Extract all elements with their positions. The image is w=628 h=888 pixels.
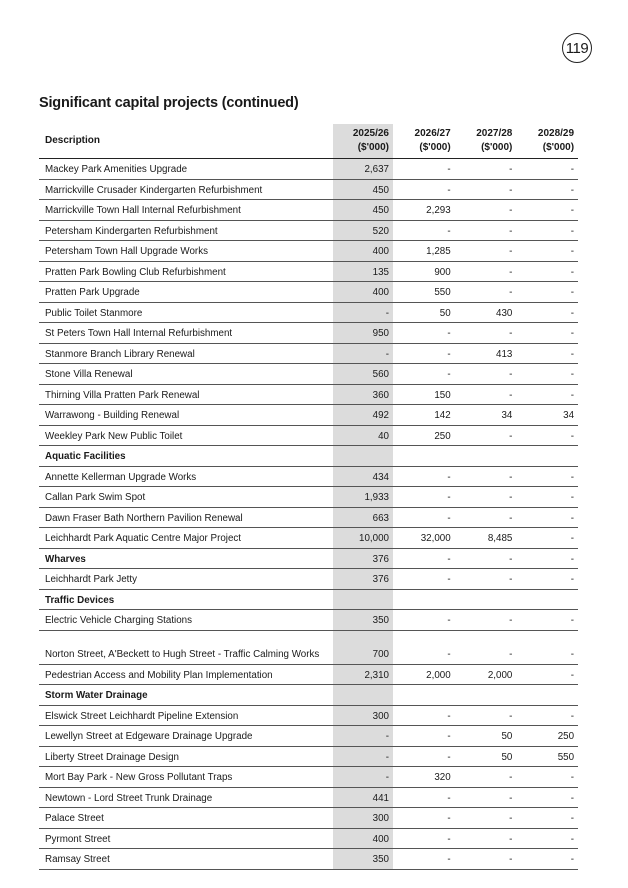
- table-row: [39, 610, 578, 631]
- column-header-description: Description: [39, 124, 333, 159]
- value-cell-year-2: -: [393, 828, 455, 849]
- value-cell-year-1: 376: [333, 569, 393, 590]
- table-row: [39, 746, 578, 767]
- value-cell-year-4: -: [516, 528, 578, 549]
- value-cell-year-2: [393, 685, 455, 706]
- project-description: Callan Park Swim Spot: [39, 487, 333, 508]
- section-title: Aquatic Facilities: [39, 446, 333, 467]
- value-cell-year-3: -: [455, 466, 517, 487]
- table-row: [39, 487, 578, 508]
- table-row: [39, 767, 578, 788]
- project-description: St Peters Town Hall Internal Refurbishment: [39, 323, 333, 344]
- section-header-row: [39, 685, 578, 706]
- column-header-unit: ($'000): [419, 142, 451, 153]
- capital-projects-table: [39, 124, 578, 870]
- value-cell-year-1: 300: [333, 808, 393, 829]
- value-cell-year-2: -: [393, 466, 455, 487]
- value-cell-year-4: -: [516, 282, 578, 303]
- value-cell-year-3: -: [455, 220, 517, 241]
- table-header-row: [39, 124, 578, 159]
- project-description: Petersham Town Hall Upgrade Works: [39, 241, 333, 262]
- value-cell-year-4: -: [516, 323, 578, 344]
- table-row: [39, 726, 578, 747]
- value-cell-year-2: 50: [393, 302, 455, 323]
- page-title: Significant capital projects (continued): [39, 95, 299, 111]
- value-cell-year-1: 135: [333, 261, 393, 282]
- value-cell-year-4: -: [516, 343, 578, 364]
- value-cell-year-4: -: [516, 179, 578, 200]
- value-cell-year-1: -: [333, 746, 393, 767]
- project-description: Pyrmont Street: [39, 828, 333, 849]
- project-description: Leichhardt Park Aquatic Centre Major Project: [39, 528, 333, 549]
- value-cell-year-1: [333, 589, 393, 610]
- section-title: Wharves: [39, 548, 333, 569]
- value-cell-year-1: 450: [333, 179, 393, 200]
- value-cell-year-3: 50: [455, 746, 517, 767]
- value-cell-year-1: 40: [333, 425, 393, 446]
- value-cell-year-2: -: [393, 610, 455, 631]
- value-cell-year-3: -: [455, 200, 517, 221]
- project-description: Stanmore Branch Library Renewal: [39, 343, 333, 364]
- project-description: Pedestrian Access and Mobility Plan Implementation: [39, 664, 333, 685]
- value-cell-year-3: -: [455, 159, 517, 180]
- project-description: Pratten Park Bowling Club Refurbishment: [39, 261, 333, 282]
- table-row: [39, 808, 578, 829]
- value-cell-year-1: 450: [333, 200, 393, 221]
- value-cell-year-3: -: [455, 569, 517, 590]
- value-cell-year-2: -: [393, 630, 455, 664]
- page-number: 119: [562, 33, 592, 63]
- column-header-year: 2025/26: [352, 128, 389, 139]
- value-cell-year-1: -: [333, 302, 393, 323]
- column-header-2028-29: [516, 124, 578, 159]
- value-cell-year-1: 2,310: [333, 664, 393, 685]
- project-description: Mort Bay Park - New Gross Pollutant Traps: [39, 767, 333, 788]
- value-cell-year-4: [516, 685, 578, 706]
- value-cell-year-3: -: [455, 828, 517, 849]
- value-cell-year-2: 2,000: [393, 664, 455, 685]
- section-header-row: [39, 548, 578, 569]
- value-cell-year-3: [455, 446, 517, 467]
- project-description: Palace Street: [39, 808, 333, 829]
- project-description: Electric Vehicle Charging Stations: [39, 610, 333, 631]
- project-description: Marrickville Crusader Kindergarten Refurbishment: [39, 179, 333, 200]
- value-cell-year-3: -: [455, 384, 517, 405]
- value-cell-year-1: 350: [333, 610, 393, 631]
- value-cell-year-1: 400: [333, 282, 393, 303]
- value-cell-year-4: [516, 446, 578, 467]
- value-cell-year-4: -: [516, 808, 578, 829]
- column-header-year: 2026/27: [414, 128, 451, 139]
- value-cell-year-4: -: [516, 630, 578, 664]
- value-cell-year-3: -: [455, 364, 517, 385]
- table-row: [39, 787, 578, 808]
- value-cell-year-4: -: [516, 159, 578, 180]
- value-cell-year-2: 900: [393, 261, 455, 282]
- value-cell-year-4: -: [516, 200, 578, 221]
- section-header-row: [39, 589, 578, 610]
- value-cell-year-1: 376: [333, 548, 393, 569]
- value-cell-year-3: [455, 685, 517, 706]
- value-cell-year-2: -: [393, 548, 455, 569]
- table-row: [39, 323, 578, 344]
- value-cell-year-3: -: [455, 630, 517, 664]
- value-cell-year-2: 150: [393, 384, 455, 405]
- value-cell-year-2: 250: [393, 425, 455, 446]
- value-cell-year-3: 8,485: [455, 528, 517, 549]
- value-cell-year-3: -: [455, 610, 517, 631]
- value-cell-year-2: -: [393, 569, 455, 590]
- project-description: Petersham Kindergarten Refurbishment: [39, 220, 333, 241]
- value-cell-year-2: -: [393, 220, 455, 241]
- value-cell-year-2: -: [393, 705, 455, 726]
- table-row: [39, 466, 578, 487]
- value-cell-year-4: -: [516, 425, 578, 446]
- project-description: Thirning Villa Pratten Park Renewal: [39, 384, 333, 405]
- value-cell-year-1: 560: [333, 364, 393, 385]
- column-header-2027-28: [455, 124, 517, 159]
- value-cell-year-1: 663: [333, 507, 393, 528]
- value-cell-year-2: -: [393, 726, 455, 747]
- table-row: [39, 630, 578, 664]
- value-cell-year-2: -: [393, 364, 455, 385]
- project-description: Weekley Park New Public Toilet: [39, 425, 333, 446]
- table-row: [39, 343, 578, 364]
- table-row: [39, 705, 578, 726]
- value-cell-year-4: 34: [516, 405, 578, 426]
- table-row: [39, 179, 578, 200]
- value-cell-year-1: 950: [333, 323, 393, 344]
- value-cell-year-2: -: [393, 746, 455, 767]
- table-row: [39, 528, 578, 549]
- value-cell-year-2: [393, 589, 455, 610]
- project-description: Marrickville Town Hall Internal Refurbishment: [39, 200, 333, 221]
- value-cell-year-3: -: [455, 787, 517, 808]
- value-cell-year-1: -: [333, 343, 393, 364]
- value-cell-year-4: [516, 589, 578, 610]
- value-cell-year-2: -: [393, 323, 455, 344]
- value-cell-year-4: -: [516, 220, 578, 241]
- value-cell-year-2: 32,000: [393, 528, 455, 549]
- project-description: Leichhardt Park Jetty: [39, 569, 333, 590]
- value-cell-year-3: -: [455, 808, 517, 829]
- value-cell-year-4: -: [516, 261, 578, 282]
- value-cell-year-2: -: [393, 808, 455, 829]
- column-header-unit: ($'000): [481, 142, 513, 153]
- value-cell-year-1: 360: [333, 384, 393, 405]
- value-cell-year-4: -: [516, 487, 578, 508]
- value-cell-year-3: 430: [455, 302, 517, 323]
- table-row: [39, 849, 578, 870]
- project-description: Elswick Street Leichhardt Pipeline Extension: [39, 705, 333, 726]
- value-cell-year-4: 250: [516, 726, 578, 747]
- table-row: [39, 159, 578, 180]
- column-header-year: 2027/28: [476, 128, 513, 139]
- table-row: [39, 425, 578, 446]
- column-header-year: 2028/29: [537, 128, 575, 139]
- column-header-unit: ($'000): [542, 142, 575, 153]
- value-cell-year-1: 10,000: [333, 528, 393, 549]
- table-row: [39, 364, 578, 385]
- column-header-2025-26: [333, 124, 393, 159]
- value-cell-year-3: [455, 589, 517, 610]
- value-cell-year-2: -: [393, 343, 455, 364]
- value-cell-year-1: 1,933: [333, 487, 393, 508]
- value-cell-year-4: 550: [516, 746, 578, 767]
- table-row: [39, 569, 578, 590]
- value-cell-year-3: -: [455, 179, 517, 200]
- table-row: [39, 302, 578, 323]
- value-cell-year-1: 2,637: [333, 159, 393, 180]
- project-description: Dawn Fraser Bath Northern Pavilion Renewal: [39, 507, 333, 528]
- section-title: Storm Water Drainage: [39, 685, 333, 706]
- value-cell-year-2: [393, 446, 455, 467]
- project-description: Norton Street, A'Beckett to Hugh Street - Traffic Calming Works: [39, 630, 333, 664]
- value-cell-year-3: -: [455, 425, 517, 446]
- value-cell-year-2: 1,285: [393, 241, 455, 262]
- value-cell-year-4: -: [516, 548, 578, 569]
- value-cell-year-1: 300: [333, 705, 393, 726]
- table-row: [39, 282, 578, 303]
- value-cell-year-3: -: [455, 261, 517, 282]
- value-cell-year-2: -: [393, 507, 455, 528]
- value-cell-year-4: -: [516, 664, 578, 685]
- section-title: Traffic Devices: [39, 589, 333, 610]
- value-cell-year-3: -: [455, 282, 517, 303]
- value-cell-year-4: -: [516, 466, 578, 487]
- value-cell-year-3: -: [455, 548, 517, 569]
- value-cell-year-4: -: [516, 828, 578, 849]
- table-row: [39, 220, 578, 241]
- value-cell-year-2: -: [393, 159, 455, 180]
- value-cell-year-2: 142: [393, 405, 455, 426]
- value-cell-year-1: 441: [333, 787, 393, 808]
- table-row: [39, 384, 578, 405]
- value-cell-year-2: -: [393, 849, 455, 870]
- project-description: Ramsay Street: [39, 849, 333, 870]
- value-cell-year-1: -: [333, 726, 393, 747]
- value-cell-year-2: -: [393, 787, 455, 808]
- value-cell-year-3: 50: [455, 726, 517, 747]
- table-row: [39, 828, 578, 849]
- value-cell-year-4: -: [516, 787, 578, 808]
- value-cell-year-1: 520: [333, 220, 393, 241]
- value-cell-year-3: -: [455, 241, 517, 262]
- value-cell-year-2: 2,293: [393, 200, 455, 221]
- table-row: [39, 261, 578, 282]
- project-description: Annette Kellerman Upgrade Works: [39, 466, 333, 487]
- value-cell-year-2: 550: [393, 282, 455, 303]
- value-cell-year-4: -: [516, 507, 578, 528]
- value-cell-year-1: 700: [333, 630, 393, 664]
- value-cell-year-1: 400: [333, 241, 393, 262]
- value-cell-year-3: 413: [455, 343, 517, 364]
- project-description: Stone Villa Renewal: [39, 364, 333, 385]
- value-cell-year-4: -: [516, 384, 578, 405]
- value-cell-year-3: -: [455, 767, 517, 788]
- value-cell-year-1: [333, 446, 393, 467]
- table-row: [39, 507, 578, 528]
- value-cell-year-1: 492: [333, 405, 393, 426]
- value-cell-year-3: -: [455, 487, 517, 508]
- value-cell-year-4: -: [516, 767, 578, 788]
- project-description: Liberty Street Drainage Design: [39, 746, 333, 767]
- value-cell-year-1: 400: [333, 828, 393, 849]
- value-cell-year-3: -: [455, 849, 517, 870]
- value-cell-year-1: 350: [333, 849, 393, 870]
- value-cell-year-3: 2,000: [455, 664, 517, 685]
- value-cell-year-4: -: [516, 849, 578, 870]
- project-description: Public Toilet Stanmore: [39, 302, 333, 323]
- project-description: Newtown - Lord Street Trunk Drainage: [39, 787, 333, 808]
- project-description: Lewellyn Street at Edgeware Drainage Upgrade: [39, 726, 333, 747]
- value-cell-year-4: -: [516, 610, 578, 631]
- table-row: [39, 405, 578, 426]
- project-description: Pratten Park Upgrade: [39, 282, 333, 303]
- value-cell-year-3: -: [455, 507, 517, 528]
- value-cell-year-4: -: [516, 364, 578, 385]
- table-row: [39, 200, 578, 221]
- value-cell-year-3: -: [455, 705, 517, 726]
- value-cell-year-4: -: [516, 302, 578, 323]
- value-cell-year-4: -: [516, 241, 578, 262]
- column-header-2026-27: [393, 124, 455, 159]
- value-cell-year-4: -: [516, 569, 578, 590]
- section-header-row: [39, 446, 578, 467]
- column-header-unit: ($'000): [357, 142, 389, 153]
- value-cell-year-3: 34: [455, 405, 517, 426]
- value-cell-year-1: 434: [333, 466, 393, 487]
- value-cell-year-4: -: [516, 705, 578, 726]
- table-row: [39, 241, 578, 262]
- value-cell-year-1: [333, 685, 393, 706]
- value-cell-year-3: -: [455, 323, 517, 344]
- project-description: Warrawong - Building Renewal: [39, 405, 333, 426]
- value-cell-year-2: -: [393, 487, 455, 508]
- value-cell-year-1: -: [333, 767, 393, 788]
- project-description: Mackey Park Amenities Upgrade: [39, 159, 333, 180]
- table-row: [39, 664, 578, 685]
- value-cell-year-2: 320: [393, 767, 455, 788]
- value-cell-year-2: -: [393, 179, 455, 200]
